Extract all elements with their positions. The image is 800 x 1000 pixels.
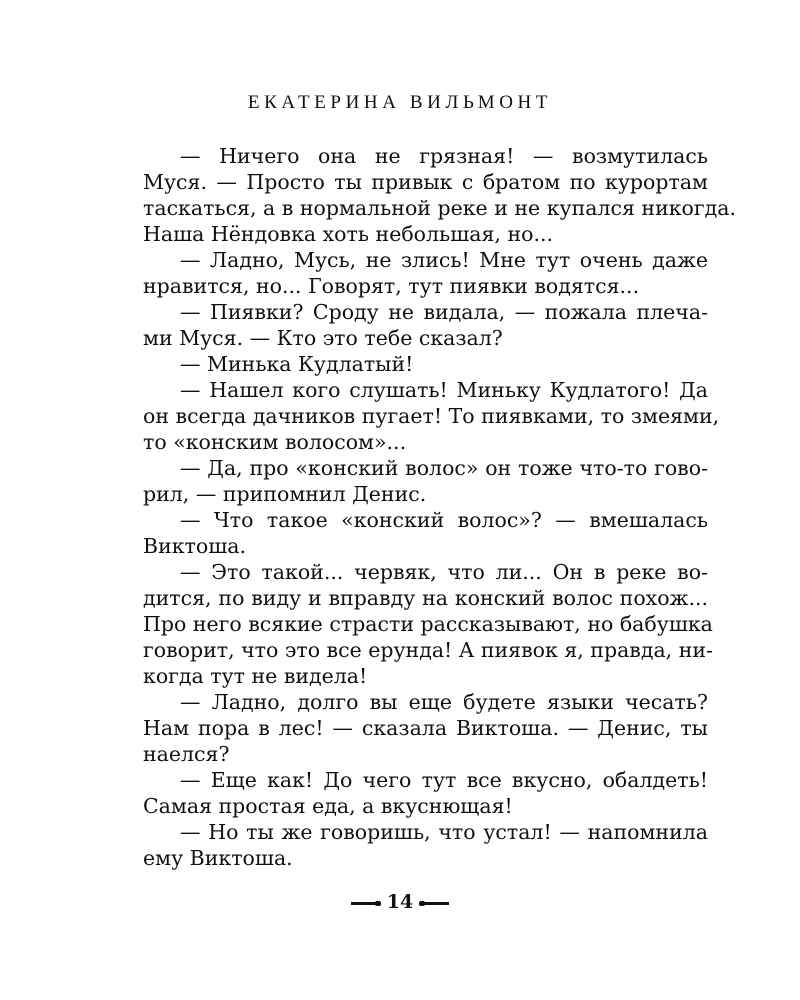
text-line: когда тут не видела! bbox=[143, 664, 368, 688]
text-line: — Ладно, Мусь, не злись! Мне тут очень даже bbox=[180, 248, 708, 272]
text-line: он всегда дачников пугает! То пиявками, то змеями, bbox=[143, 404, 720, 428]
running-head-author: ЕКАТЕРИНА ВИЛЬМОНТ bbox=[247, 92, 553, 113]
folio-dash-right bbox=[421, 902, 449, 905]
text-line: то «конским волосом»... bbox=[143, 430, 407, 454]
text-line: Муся. — Просто ты привык с братом по курортам bbox=[143, 170, 708, 194]
text-line: — Еще как! До чего тут все вкусно, обалдеть! bbox=[180, 768, 708, 792]
folio-dash-left bbox=[351, 902, 379, 905]
text-line: — Пиявки? Сроду не видала, — пожала плеча- bbox=[180, 300, 708, 324]
text-line: Виктоша. bbox=[143, 534, 247, 558]
body-text bbox=[143, 143, 736, 871]
text-line: — Но ты же говоришь, что устал! — напомнила bbox=[180, 820, 708, 844]
text-line: — Что такое «конский волос»? — вмешалась bbox=[180, 508, 708, 532]
text-line: — Нашел кого слушать! Миньку Кудлатого! Да bbox=[180, 378, 708, 402]
text-line: — Да, про «конский волос» он тоже что-то гово- bbox=[180, 456, 708, 480]
text-line: — Минька Кудлатый! bbox=[180, 352, 414, 376]
page-number bbox=[0, 889, 800, 915]
text-line: наелся? bbox=[143, 742, 230, 766]
text-line: — Ладно, долго вы еще будете языки чесать? bbox=[180, 690, 708, 714]
text-line: Самая простая еда, а вкуснющая! bbox=[143, 794, 513, 818]
text-line: Наша Нёндовка хоть небольшая, но... bbox=[143, 222, 554, 246]
text-line: говорит, что это все ерунда! А пиявок я, правда, ни- bbox=[143, 638, 713, 662]
page-number-value: 14 bbox=[386, 891, 414, 913]
text-line: дится, по виду и вправду на конский волос похож... bbox=[143, 586, 708, 610]
text-line: Нам пора в лес! — сказала Виктоша. — Денис, ты bbox=[143, 716, 708, 740]
text-line: ему Виктоша. bbox=[143, 846, 293, 870]
text-line: — Ничего она не грязная! — возмутилась bbox=[180, 144, 708, 168]
text-line: ми Муся. — Кто это тебе сказал? bbox=[143, 326, 503, 350]
text-line: Про него всякие страсти рассказывают, но бабушка bbox=[143, 612, 713, 636]
text-line: нравится, но... Говорят, тут пиявки водятся... bbox=[143, 274, 640, 298]
text-line: — Это такой... червяк, что ли... Он в реке во- bbox=[180, 560, 708, 584]
text-line: таскаться, а в нормальной реке и не купался никогда. bbox=[143, 196, 736, 220]
text-line: рил, — припомнил Денис. bbox=[143, 482, 427, 506]
